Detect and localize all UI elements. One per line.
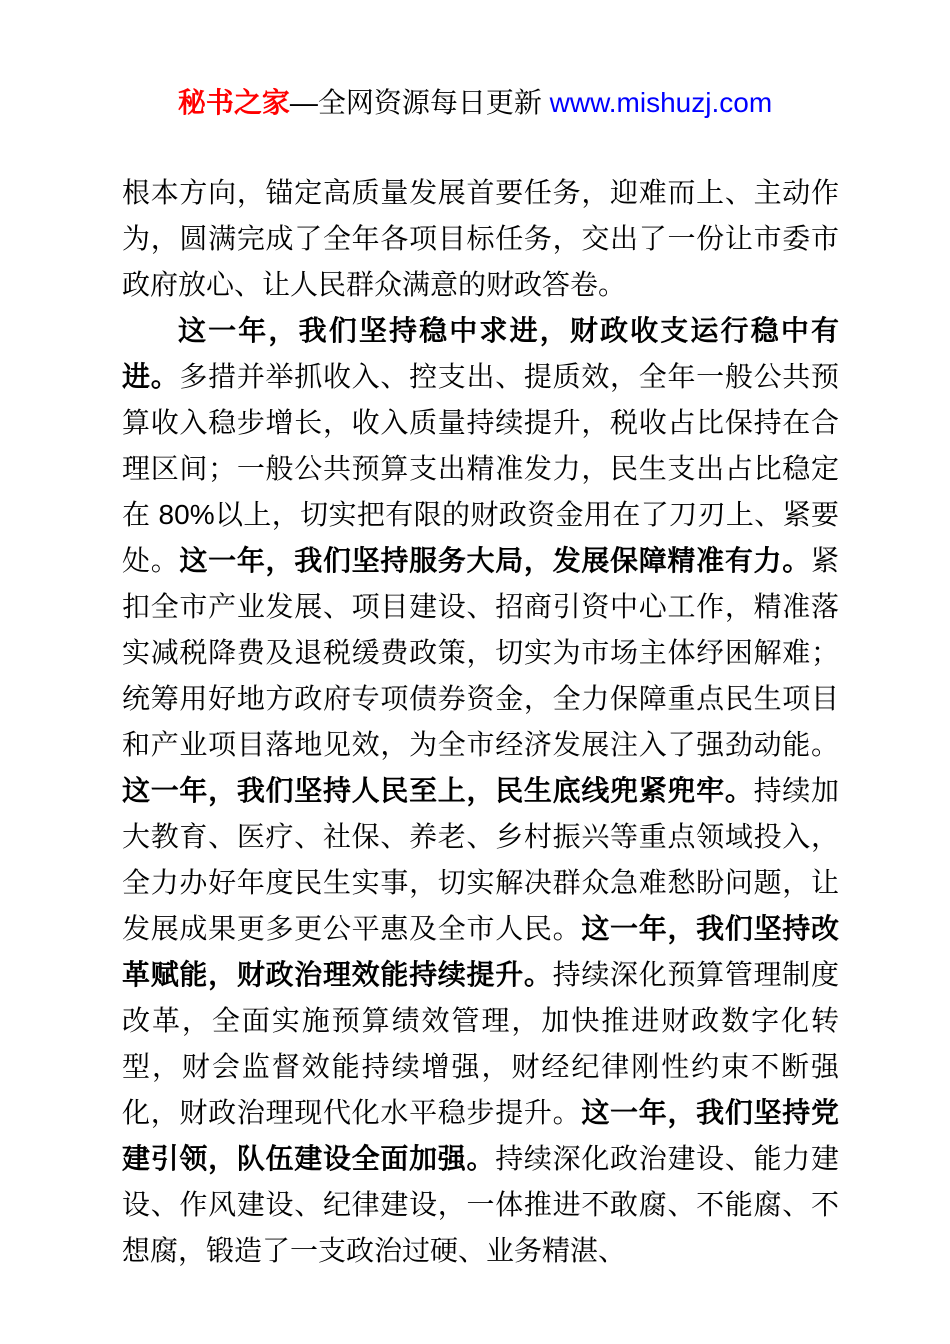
text-run: 持续深化预算管理制度改革，全面实施预算绩效管理，加快推进财政数字化转型，财会监督效能持续增强，财经纪律刚性约束不断强化，财政治理现代化水平稳步提升。	[122, 959, 839, 1128]
text-run-bold: 这一年，我们坚持党建引领，队伍建设全面加强。	[122, 1097, 839, 1174]
paragraph	[122, 170, 839, 308]
paragraph	[122, 308, 839, 1274]
text-run: 多措并举抓收入、控支出、提质效，全年一般公共预算收入稳步增长，收入质量持续提升，税收占比保持在合理区间；一般公共预算支出精准发力，民生支出占比稳定在 80%以上，切实把有限的财政资金用在了刀刃上、紧要处。	[122, 361, 839, 576]
site-url-link[interactable]: www.mishuzj.com	[549, 87, 773, 118]
text-run-bold: 这一年，我们坚持稳中求进，财政收支运行稳中有进。	[122, 315, 839, 392]
text-run: 根本方向，锚定高质量发展首要任务，迎难而上、主动作为，圆满完成了全年各项目标任务，交出了一份让市委市政府放心、让人民群众满意的财政答卷。	[122, 177, 839, 300]
text-run: 持续深化政治建设、能力建设、作风建设、纪律建设，一体推进不敢腐、不能腐、不想腐，锻造了一支政治过硬、业务精湛、	[122, 1143, 839, 1266]
text-run: 持续加大教育、医疗、社保、养老、乡村振兴等重点领域投入，全力办好年度民生实事，切实解决群众急难愁盼问题，让发展成果更多更公平惠及全市人民。	[122, 775, 839, 944]
document-body	[122, 170, 839, 1274]
site-tagline: —全网资源每日更新	[289, 87, 550, 118]
text-run-bold: 这一年，我们坚持人民至上，民生底线兜紧兜牢。	[122, 775, 754, 806]
page-header	[0, 84, 950, 122]
site-brand: 秘书之家	[177, 87, 290, 118]
text-run-bold: 这一年，我们坚持改革赋能，财政治理效能持续提升。	[122, 913, 839, 990]
text-run-bold: 这一年，我们坚持服务大局，发展保障精准有力。	[179, 545, 811, 576]
text-run: 紧扣全市产业发展、项目建设、招商引资中心工作，精准落实减税降费及退税缓费政策，切实为市场主体纾困解难；统筹用好地方政府专项债券资金，全力保障重点民生项目和产业项目落地见效，为全市经济发展注入了强劲动能。	[122, 545, 839, 760]
